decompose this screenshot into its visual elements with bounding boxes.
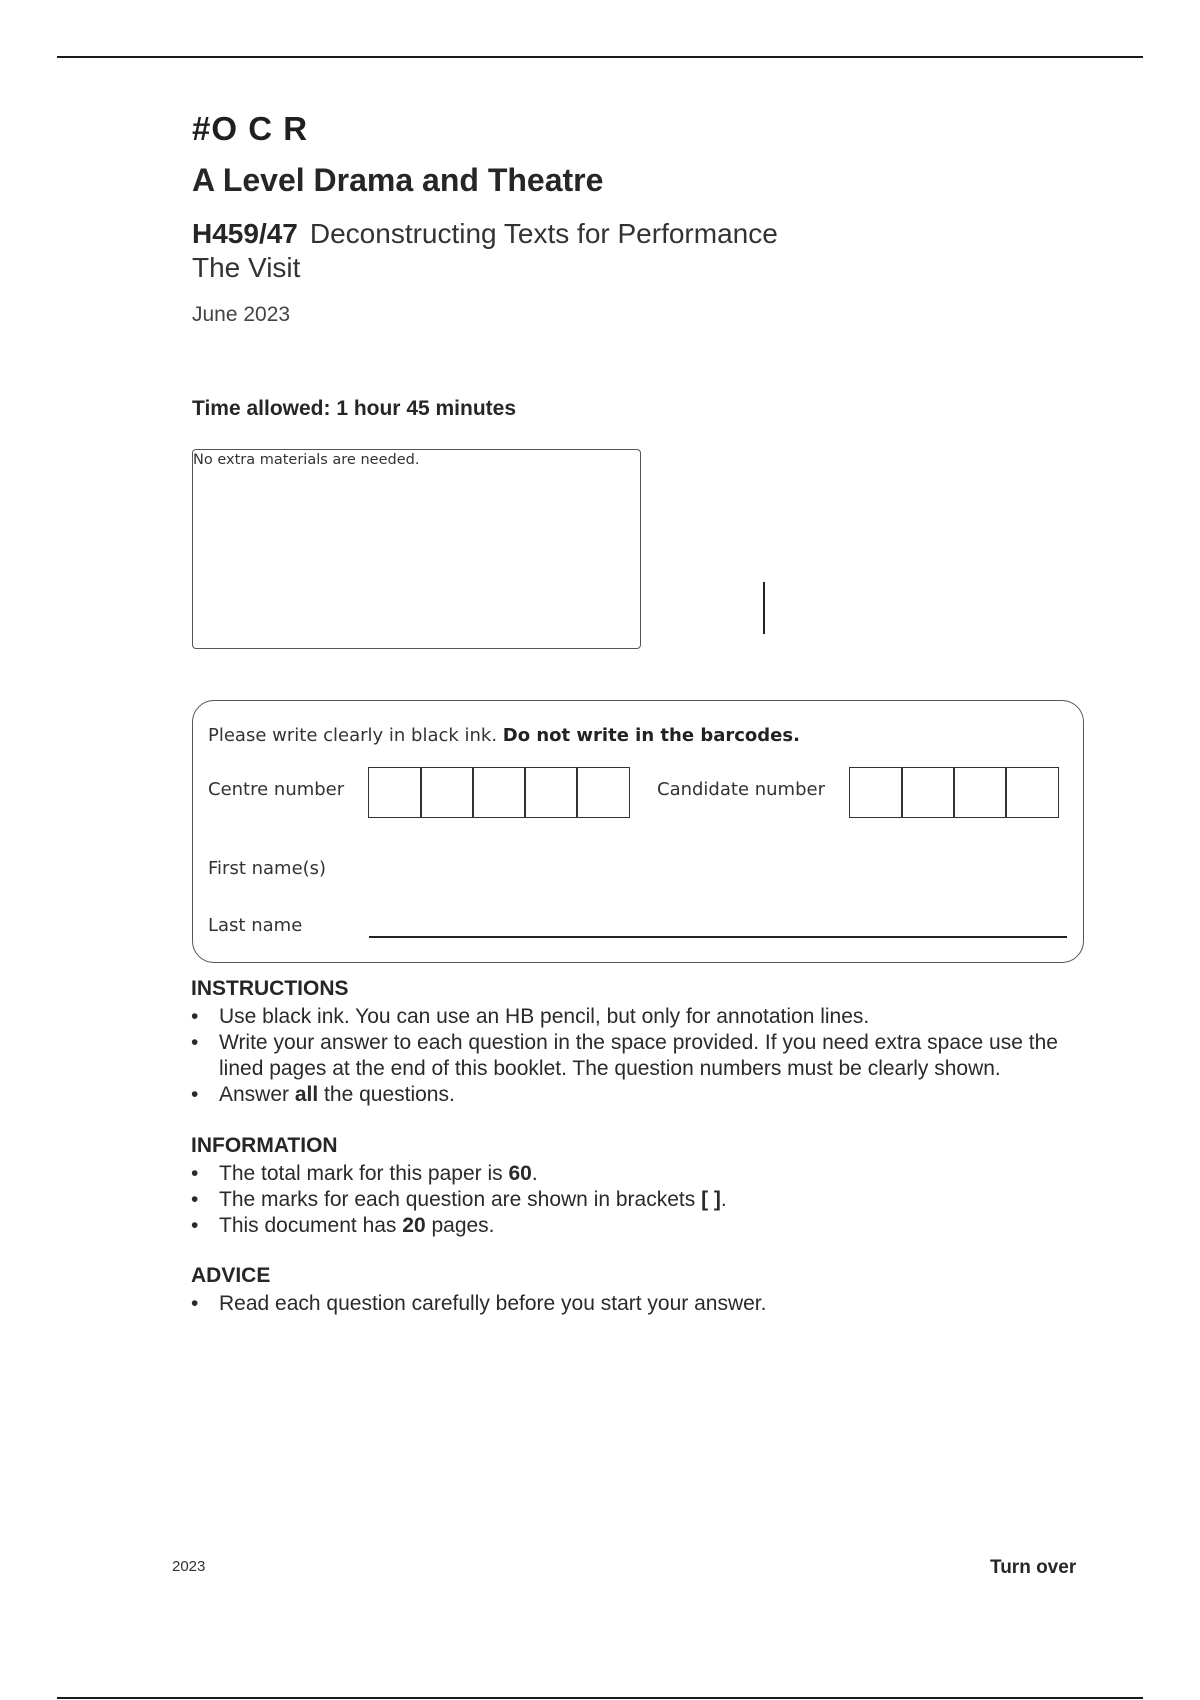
candidate-number-label: Candidate number — [657, 779, 825, 800]
centre-number-label: Centre number — [208, 779, 345, 800]
ocr-logo: #O C R — [192, 110, 309, 147]
advice-item: • Read each question carefully before you start your answer. — [191, 1291, 766, 1317]
centre-digit-box[interactable] — [472, 767, 526, 818]
candidate-digit-box[interactable] — [1005, 767, 1059, 818]
centre-digit-box[interactable] — [420, 767, 474, 818]
info-text: The total mark for this paper is — [219, 1162, 509, 1185]
instructions-heading: INSTRUCTIONS — [191, 977, 349, 1000]
materials-box — [192, 449, 641, 649]
top-rule — [57, 56, 1143, 58]
ink-instruction-bold: Do not write in the barcodes. — [502, 725, 800, 746]
information-section — [191, 1134, 727, 1239]
instruction-item: • Use black ink. You can use an HB pencil, but only for annotation lines. — [191, 1004, 1091, 1030]
information-heading: INFORMATION — [191, 1134, 338, 1157]
info-text: . — [531, 1162, 538, 1185]
candidate-digit-box[interactable] — [849, 767, 903, 818]
total-marks: 60 — [508, 1162, 532, 1185]
centre-number-boxes[interactable] — [368, 767, 630, 818]
candidate-digit-box[interactable] — [901, 767, 955, 818]
subject-title: A Level Drama and Theatre — [192, 162, 604, 198]
information-item — [191, 1161, 727, 1187]
paper-heading — [192, 218, 778, 250]
instruction-item — [191, 1082, 1091, 1108]
advice-heading: ADVICE — [191, 1264, 271, 1287]
instruction-text: the questions. — [318, 1083, 455, 1106]
instruction-emphasis: all — [294, 1083, 319, 1106]
paper-code: H459/47 — [192, 218, 298, 249]
time-allowed: Time allowed: 1 hour 45 minutes — [192, 397, 517, 420]
first-name-label: First name(s) — [208, 858, 327, 879]
last-name-label: Last name — [208, 915, 303, 936]
last-name-field[interactable] — [369, 936, 1067, 938]
info-text: This document has — [219, 1214, 403, 1237]
ink-instruction-plain: Please write clearly in black ink. — [208, 725, 503, 746]
info-text: . — [720, 1188, 727, 1211]
exam-session: June 2023 — [192, 303, 291, 326]
turn-over-label: Turn over — [990, 1557, 1077, 1578]
centre-digit-box[interactable] — [368, 767, 422, 818]
candidate-digit-box[interactable] — [953, 767, 1007, 818]
centre-digit-box[interactable] — [524, 767, 578, 818]
text-cursor — [763, 582, 765, 634]
info-text: The marks for each question are shown in brackets — [219, 1188, 702, 1211]
bottom-rule — [57, 1697, 1143, 1699]
candidate-details-box — [192, 700, 1084, 963]
instruction-text: Answer — [219, 1083, 295, 1106]
ink-instruction — [208, 725, 800, 746]
centre-digit-box[interactable] — [576, 767, 630, 818]
footer-year: 2023 — [172, 1558, 206, 1575]
paper-title: Deconstructing Texts for Performance — [309, 218, 778, 249]
information-item — [191, 1187, 727, 1213]
instructions-section — [191, 977, 1091, 1108]
candidate-number-boxes[interactable] — [849, 767, 1059, 818]
information-item — [191, 1213, 727, 1239]
brackets-symbol: [ ] — [701, 1188, 721, 1211]
instruction-item: • Write your answer to each question in the space provided. If you need extra space use the lined pages at the end of this booklet. The question numbers must be clearly shown. — [191, 1030, 1091, 1082]
info-text: pages. — [425, 1214, 495, 1237]
paper-subtitle: The Visit — [192, 252, 301, 283]
page-count: 20 — [402, 1214, 426, 1237]
materials-note: No extra materials are needed. — [193, 452, 420, 468]
advice-section — [191, 1264, 766, 1317]
